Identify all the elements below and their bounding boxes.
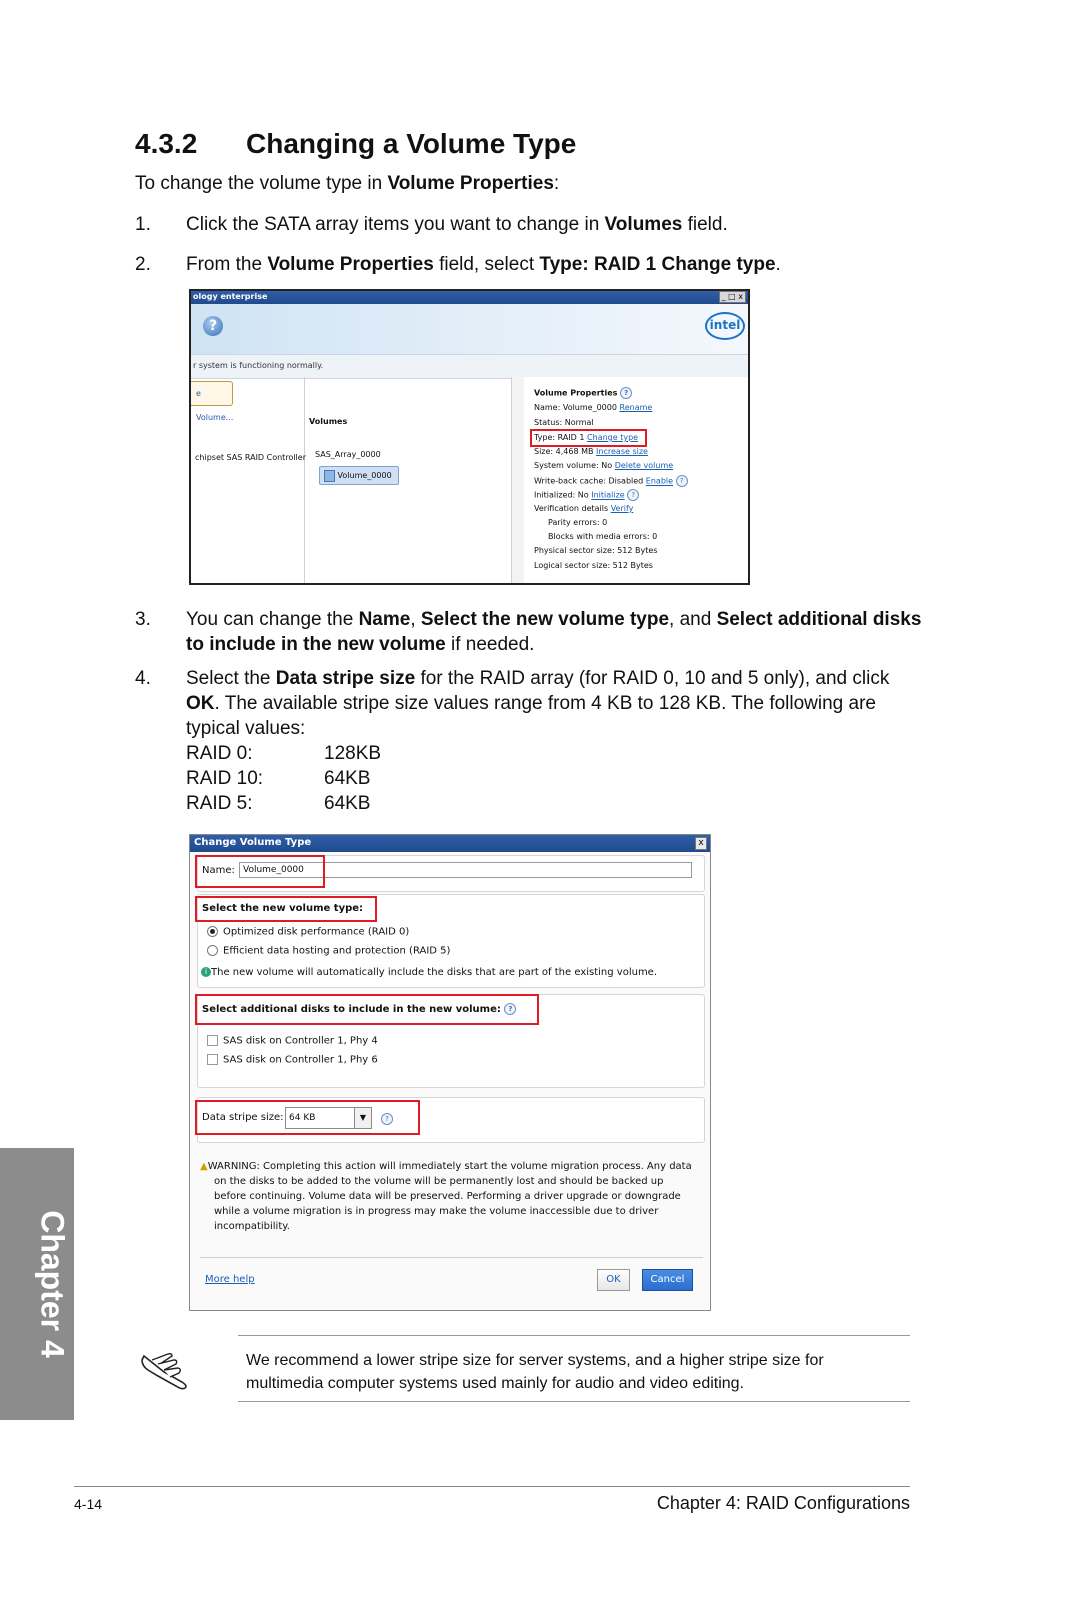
help-icon[interactable]: ?	[627, 489, 639, 501]
text: Optimized disk performance (RAID 0)	[223, 926, 410, 938]
text: 64KB	[324, 768, 371, 789]
bold-text: Name	[358, 609, 411, 630]
text: Type: RAID 1	[534, 433, 585, 442]
radio-selected[interactable]	[207, 926, 218, 937]
prop-parity: Parity errors: 0	[548, 518, 608, 527]
step-1-number: 1.	[135, 214, 151, 235]
help-icon[interactable]: ?	[504, 1003, 516, 1015]
bold-text: Volumes	[604, 214, 683, 235]
text: RAID 5:	[186, 793, 253, 814]
text: . The available stripe size values range from 4 KB to 128 KB. The following are	[214, 693, 876, 714]
stripe-size-label: Data stripe size:	[202, 1112, 284, 1123]
line	[186, 632, 921, 657]
rst-header-band	[191, 304, 748, 354]
raid5-option[interactable]	[207, 945, 450, 957]
prop-system-volume	[534, 461, 673, 470]
chapter-side-tab	[0, 1148, 74, 1420]
step-2-number: 2.	[135, 254, 151, 275]
text: Verification details	[534, 504, 609, 513]
prop-status: Status: Normal	[534, 418, 594, 427]
bold-text: OK	[186, 693, 215, 714]
prop-verification	[534, 504, 633, 513]
disk-phy6-checkbox[interactable]	[207, 1054, 378, 1066]
increase-size-link[interactable]: Increase size	[596, 447, 648, 456]
prop-blocks: Blocks with media errors: 0	[548, 532, 658, 541]
controller-label[interactable]: chipset SAS RAID Controller	[195, 453, 306, 462]
volume-type-header: Select the new volume type:	[202, 903, 364, 914]
step-3-text	[186, 607, 921, 657]
step-4-number: 4.	[135, 668, 151, 689]
text: 64KB	[324, 793, 371, 814]
text: You can change the	[186, 609, 359, 630]
intro-text: To change the volume type in	[135, 173, 388, 194]
text: field.	[682, 214, 728, 235]
prop-write-back	[534, 475, 688, 487]
section-title: Changing a Volume Type	[246, 128, 577, 159]
text: Select the	[186, 668, 276, 689]
text: RAID 10:	[186, 768, 264, 789]
create-volume-button[interactable]: e Volume...	[189, 381, 233, 406]
text: SAS disk on Controller 1, Phy 6	[223, 1054, 378, 1066]
maximize-button[interactable]: □	[728, 292, 736, 301]
highlight-volume-type	[195, 896, 377, 922]
chapter-tab-label: Chapter 4	[34, 1210, 71, 1358]
bold-text: Volume Properties	[267, 254, 434, 275]
divider	[200, 1257, 703, 1258]
volume-properties-header	[534, 387, 632, 399]
note-top-rule	[238, 1335, 910, 1336]
bold-text: Data stripe size	[275, 668, 416, 689]
section-heading	[135, 128, 576, 160]
text: Select additional disks to include in the new volume:	[202, 1004, 501, 1015]
text: SAS disk on Controller 1, Phy 4	[223, 1035, 378, 1047]
delete-volume-link[interactable]: Delete volume	[614, 461, 674, 470]
prop-logical-sector: Logical sector size: 512 Bytes	[534, 561, 653, 570]
text: Name: Volume_0000	[534, 403, 617, 412]
help-icon[interactable]: ?	[203, 316, 223, 336]
rename-link[interactable]: Rename	[619, 403, 653, 412]
divider	[304, 377, 305, 585]
highlight-additional-disks	[195, 994, 539, 1025]
dialog-close-button[interactable]: x	[695, 837, 707, 850]
close-button[interactable]: x	[738, 292, 743, 301]
text: System volume: No	[534, 461, 613, 470]
splitter-handle[interactable]	[511, 377, 525, 585]
bold-text: to include in the new volume	[186, 634, 446, 655]
ok-button[interactable]: OK	[597, 1269, 630, 1291]
text: on the disks to be added to the volume will be permanently lost and should be backed up	[214, 1176, 664, 1187]
rst-titlebar	[191, 291, 748, 304]
text: Size: 4,468 MB	[534, 447, 594, 456]
initialize-link[interactable]: Initialize	[591, 490, 625, 500]
prop-size	[534, 447, 648, 456]
name-input[interactable]: Volume_0000	[239, 862, 692, 878]
chevron-down-icon[interactable]: ▼	[354, 1108, 371, 1128]
step-1-text	[186, 212, 728, 237]
text: , and	[669, 609, 717, 630]
disk-icon	[324, 470, 335, 482]
footer-chapter-title: Chapter 4: RAID Configurations	[656, 1493, 910, 1513]
text: From the	[186, 254, 268, 275]
volume-label: Volume_0000	[337, 471, 392, 480]
help-icon[interactable]: ?	[620, 387, 632, 399]
change-type-link[interactable]: Change type	[587, 433, 639, 442]
text: We recommend a lower stripe size for server systems, and a higher stripe size for	[246, 1352, 824, 1369]
rst-window-controls[interactable]	[719, 291, 746, 303]
status-text: r system is functioning normally.	[193, 361, 324, 370]
checkbox[interactable]	[207, 1054, 218, 1065]
text: ,	[410, 609, 421, 630]
text: The new volume will automatically include the disks that are part of the existing volume.	[211, 967, 658, 978]
section-number: 4.3.2	[135, 128, 198, 159]
text: typical values:	[186, 718, 306, 739]
warning-icon: ▲	[200, 1161, 208, 1172]
info-icon: i	[201, 967, 211, 977]
text: multimedia computer systems used mainly for audio and video editing.	[246, 1375, 745, 1392]
help-icon[interactable]: ?	[381, 1113, 393, 1125]
volume-properties-panel	[524, 377, 748, 585]
text: Volume Properties	[534, 388, 618, 398]
text: Write-back cache: Disabled	[534, 476, 644, 486]
footer-rule	[74, 1486, 910, 1487]
stripe-row	[186, 741, 889, 766]
bold-text: Select the new volume type	[420, 609, 670, 630]
text: Click the SATA array items you want to change in	[186, 214, 605, 235]
bold-text: Select additional disks	[716, 609, 922, 630]
stripe-row	[186, 791, 889, 816]
dialog-title: Change Volume Type	[194, 837, 312, 848]
intel-logo: intel	[705, 312, 745, 340]
disk-phy4-checkbox[interactable]	[207, 1035, 378, 1047]
note-hand-icon	[138, 1346, 194, 1390]
note-bottom-rule	[238, 1401, 910, 1402]
volume-item[interactable]	[319, 466, 399, 485]
line	[186, 666, 889, 691]
raid0-option[interactable]	[207, 926, 409, 938]
text: incompatibility.	[214, 1221, 290, 1232]
step-2-text	[186, 252, 781, 277]
highlight-change-type	[530, 429, 647, 447]
step-4-text	[186, 666, 889, 816]
radio-unselected[interactable]	[207, 945, 218, 956]
verify-link[interactable]: Verify	[610, 504, 634, 513]
bold-text: Type: RAID 1 Change type	[539, 254, 776, 275]
help-icon[interactable]: ?	[676, 475, 688, 487]
text: while a volume migration is in progress may make the volume inaccessible due to driver	[214, 1206, 659, 1217]
text: WARNING: Completing this action will immediately start the volume migration process. Any data	[207, 1161, 692, 1172]
text: for the RAID array (for RAID 0, 10 and 5 only), and click	[415, 668, 890, 689]
rst-title: ology enterprise	[193, 292, 268, 301]
warning-text	[200, 1159, 705, 1234]
prop-initialized	[534, 489, 639, 501]
dialog-titlebar	[190, 835, 710, 852]
intro-end: :	[553, 173, 560, 194]
text: if needed.	[445, 634, 535, 655]
intro-bold: Volume Properties	[387, 173, 554, 194]
text: 128KB	[324, 743, 382, 764]
line	[200, 1159, 705, 1174]
text: field, select	[433, 254, 540, 275]
highlight-stripe-size	[195, 1100, 420, 1135]
array-label[interactable]: SAS_Array_0000	[315, 450, 381, 459]
cancel-button[interactable]: Cancel	[642, 1269, 693, 1291]
text: before continuing. Volume data will be preserved. Performing a driver upgrade or downgrade	[214, 1191, 681, 1202]
stripe-row	[186, 766, 889, 791]
enable-link[interactable]: Enable	[645, 476, 674, 486]
volumes-header: Volumes	[309, 417, 348, 426]
step-3-number: 3.	[135, 609, 151, 630]
checkbox[interactable]	[207, 1035, 218, 1046]
text: RAID 0:	[186, 743, 253, 764]
line	[186, 607, 921, 632]
highlight-name	[195, 855, 325, 888]
minimize-button[interactable]: _	[721, 292, 726, 301]
text: Initialized: No	[534, 490, 589, 500]
stripe-size-value: 64 KB	[289, 1113, 316, 1123]
rst-window-screenshot	[189, 289, 750, 585]
intro-paragraph	[135, 171, 559, 196]
more-help-link[interactable]: More help	[205, 1274, 255, 1285]
prop-physical-sector: Physical sector size: 512 Bytes	[534, 546, 658, 555]
note-text	[246, 1349, 824, 1395]
status-bar	[191, 354, 748, 379]
info-text	[201, 967, 657, 978]
text: Efficient data hosting and protection (RAID 5)	[223, 945, 451, 957]
name-label: Name:	[202, 865, 235, 876]
prop-name	[534, 403, 652, 412]
text: .	[775, 254, 781, 275]
line	[186, 691, 889, 716]
page-number: 4-14	[74, 1496, 103, 1512]
